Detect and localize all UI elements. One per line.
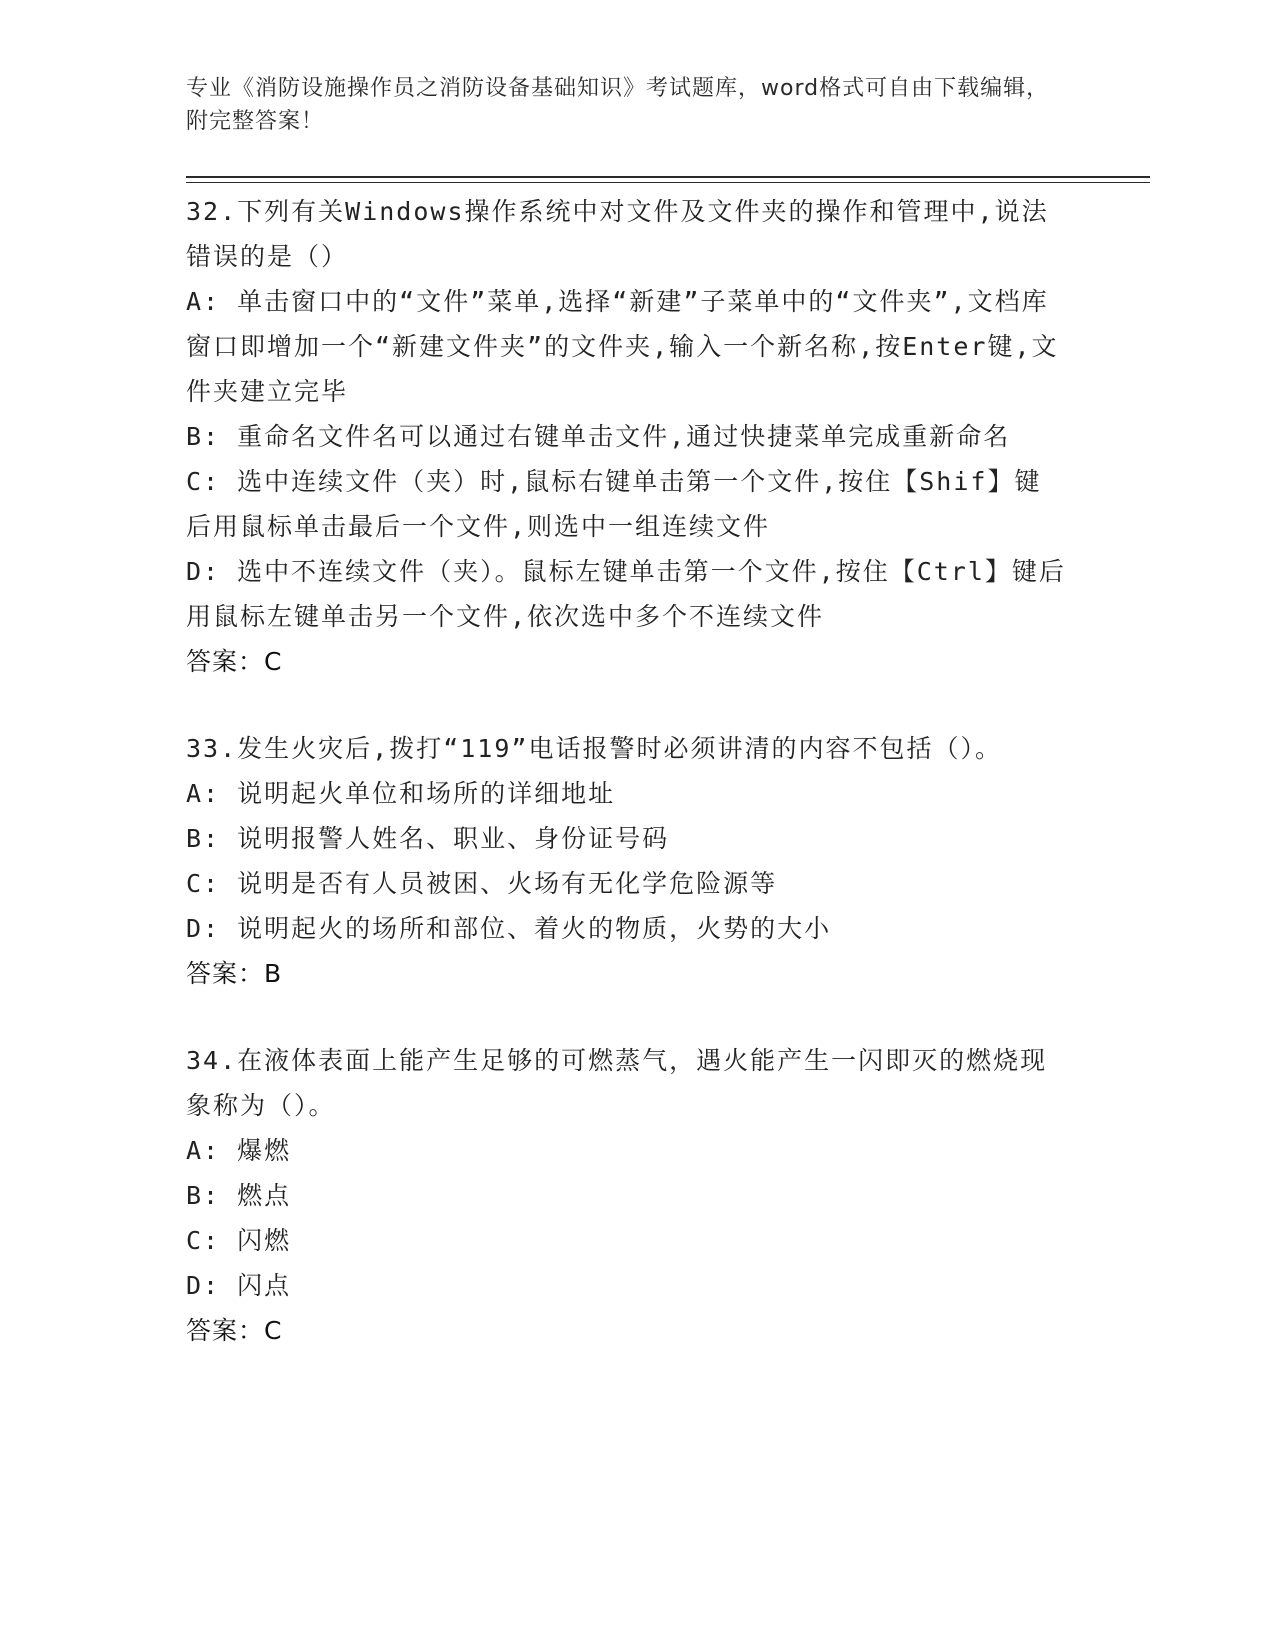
option-b: B: 重命名文件名可以通过右键单击文件,通过快捷菜单完成重新命名 [186, 422, 1011, 451]
option-d: D: 说明起火的场所和部位、着火的物质，火势的大小 [186, 914, 832, 943]
option-d: D: 闪点 [186, 1271, 292, 1300]
document-header: 专业《消防设施操作员之消防设备基础知识》考试题库，word格式可自由下载编辑，附完整答案！ [186, 76, 1050, 134]
question-stem: 34.在液体表面上能产生足够的可燃蒸气，遇火能产生一闪即灭的燃烧现象称为（）。 [186, 1046, 1048, 1120]
option-c: C: 选中连续文件（夹）时,鼠标右键单击第一个文件,按住【Shif】键后用鼠标单击最后一个文件,则选中一组连续文件 [186, 467, 1042, 541]
option-a: A: 单击窗口中的“文件”菜单,选择“新建”子菜单中的“文件夹”,文档库窗口即增加一个“新建文件夹”的文件夹,输入一个新名称,按Enter键,文件夹建立完毕 [186, 287, 1059, 406]
option-a: A: 爆燃 [186, 1136, 292, 1165]
option-c: C: 闪燃 [186, 1226, 292, 1255]
question-stem: 32.下列有关Windows操作系统中对文件及文件夹的操作和管理中,说法错误的是（） [186, 197, 1049, 271]
option-b: B: 燃点 [186, 1181, 292, 1210]
option-c: C: 说明是否有人员被困、火场有无化学危险源等 [186, 869, 778, 898]
question-list [186, 189, 1066, 1395]
option-b: B: 说明报警人姓名、职业、身份证号码 [186, 824, 670, 853]
question-34 [186, 1038, 1066, 1353]
answer: 答案：C [186, 647, 283, 676]
question-32 [186, 189, 1066, 684]
header-divider-thin [186, 182, 1150, 183]
answer: 答案：B [186, 959, 283, 988]
question-stem: 33.发生火灾后,拨打“119”电话报警时必须讲清的内容不包括（）。 [186, 734, 1002, 763]
header-divider-thick [186, 176, 1150, 178]
answer: 答案：C [186, 1316, 283, 1345]
option-a: A: 说明起火单位和场所的详细地址 [186, 779, 616, 808]
option-d: D: 选中不连续文件（夹）。鼠标左键单击第一个文件,按住【Ctrl】键后用鼠标左键单击另一个文件,依次选中多个不连续文件 [186, 557, 1066, 631]
question-33 [186, 726, 1066, 996]
